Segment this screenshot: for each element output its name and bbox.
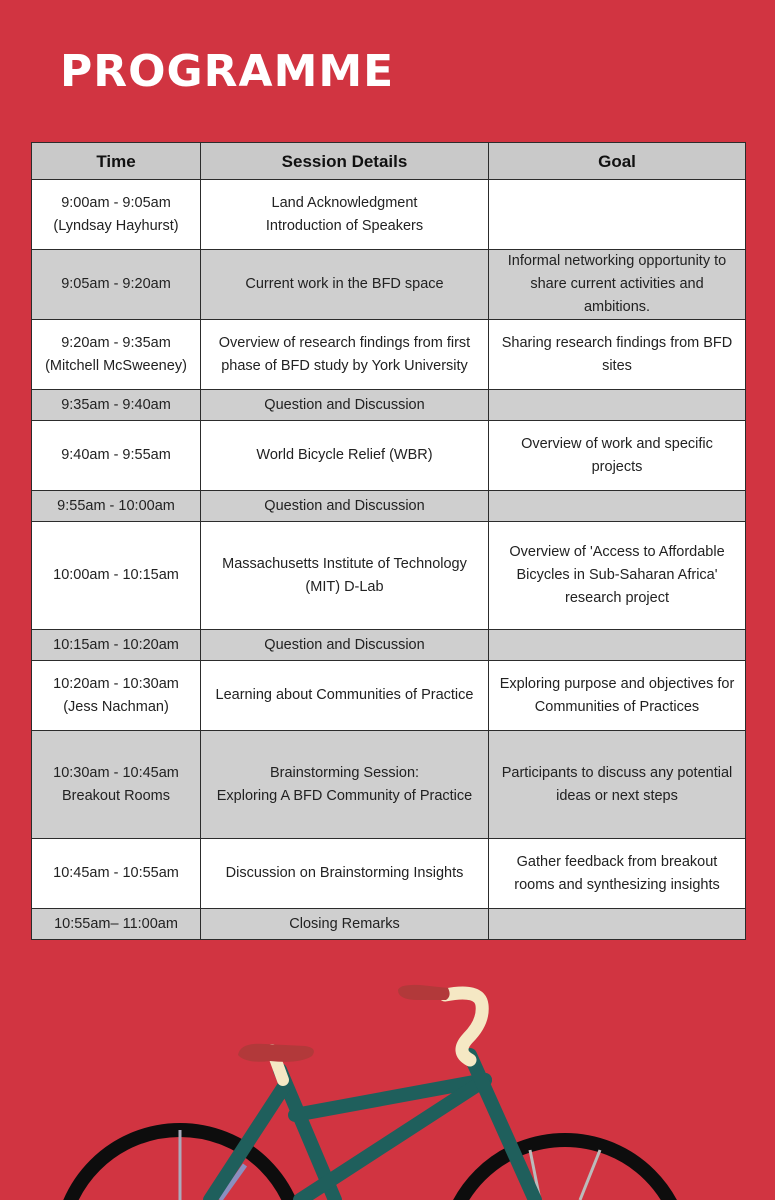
goal-cell: Sharing research findings from BFD sites — [489, 320, 746, 390]
front-wheel-spoke — [580, 1150, 600, 1200]
goal-cell: Exploring purpose and objectives for Communities of Practices — [489, 661, 746, 731]
session-cell: World Bicycle Relief (WBR) — [201, 421, 489, 491]
time-cell: 10:30am - 10:45am Breakout Rooms — [32, 731, 201, 839]
table-row — [32, 491, 746, 522]
saddle — [238, 1044, 314, 1062]
time-cell: 9:00am - 9:05am (Lyndsay Hayhurst) — [32, 180, 201, 250]
goal-cell: Overview of 'Access to Affordable Bicycles in Sub-Saharan Africa' research project — [489, 522, 746, 630]
goal-cell — [489, 180, 746, 250]
table-row — [32, 839, 746, 909]
goal-cell — [489, 390, 746, 421]
page-title: PROGRAMME — [60, 46, 395, 97]
session-cell: Closing Remarks — [201, 909, 489, 940]
time-cell: 9:55am - 10:00am — [32, 491, 201, 522]
session-cell: Brainstorming Session: Exploring A BFD Community of Practice — [201, 731, 489, 839]
time-cell: 10:55am– 11:00am — [32, 909, 201, 940]
session-cell: Question and Discussion — [201, 491, 489, 522]
session-cell: Overview of research findings from first phase of BFD study by York University — [201, 320, 489, 390]
front-wheel — [445, 1140, 685, 1200]
bicycle-icon — [0, 960, 775, 1200]
goal-cell — [489, 909, 746, 940]
session-cell: Massachusetts Institute of Technology (MIT) D-Lab — [201, 522, 489, 630]
time-cell: 10:00am - 10:15am — [32, 522, 201, 630]
table-row — [32, 250, 746, 320]
goal-cell: Overview of work and specific projects — [489, 421, 746, 491]
goal-cell — [489, 491, 746, 522]
handlebar — [445, 993, 482, 1060]
header-goal: Goal — [489, 143, 746, 180]
time-cell: 10:15am - 10:20am — [32, 630, 201, 661]
table-row — [32, 522, 746, 630]
table-row — [32, 661, 746, 731]
goal-cell — [489, 630, 746, 661]
table-header-row — [32, 143, 746, 180]
time-cell: 10:45am - 10:55am — [32, 839, 201, 909]
time-cell: 9:05am - 9:20am — [32, 250, 201, 320]
table-row — [32, 390, 746, 421]
table-row — [32, 421, 746, 491]
time-cell: 9:40am - 9:55am — [32, 421, 201, 491]
goal-cell: Informal networking opportunity to share current activities and ambitions. — [489, 250, 746, 320]
session-cell: Question and Discussion — [201, 630, 489, 661]
time-cell: 9:35am - 9:40am — [32, 390, 201, 421]
time-cell: 9:20am - 9:35am (Mitchell McSweeney) — [32, 320, 201, 390]
goal-cell: Gather feedback from breakout rooms and synthesizing insights — [489, 839, 746, 909]
header-session-details: Session Details — [201, 143, 489, 180]
programme-table — [31, 142, 746, 940]
table-row — [32, 180, 746, 250]
handlebar-grip — [398, 985, 450, 1000]
table-row — [32, 731, 746, 839]
table-row — [32, 320, 746, 390]
session-cell: Question and Discussion — [201, 390, 489, 421]
header-time: Time — [32, 143, 201, 180]
table-row — [32, 909, 746, 940]
session-cell: Current work in the BFD space — [201, 250, 489, 320]
goal-cell: Participants to discuss any potential ideas or next steps — [489, 731, 746, 839]
time-cell: 10:20am - 10:30am (Jess Nachman) — [32, 661, 201, 731]
session-cell: Land Acknowledgment Introduction of Speakers — [201, 180, 489, 250]
session-cell: Learning about Communities of Practice — [201, 661, 489, 731]
session-cell: Discussion on Brainstorming Insights — [201, 839, 489, 909]
table-row — [32, 630, 746, 661]
